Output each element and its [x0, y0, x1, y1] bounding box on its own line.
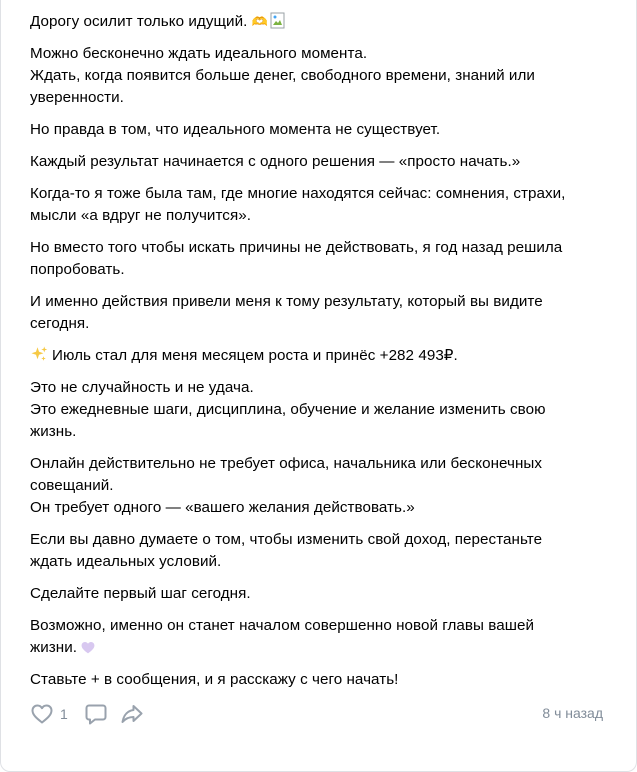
- post-text-line: [30, 377, 616, 399]
- post-text-line: [30, 259, 616, 281]
- post-text-content: ждать идеальных условий.: [30, 553, 222, 570]
- share-icon: [120, 702, 144, 726]
- post-paragraph: [30, 529, 616, 573]
- post-paragraph: [30, 151, 616, 173]
- post-text-line: [30, 237, 616, 259]
- sparkles-icon: [30, 345, 48, 363]
- post-text-line: [30, 313, 616, 335]
- post-text-line: [30, 345, 616, 367]
- post-text-line: [30, 637, 616, 659]
- comment-button[interactable]: [84, 702, 108, 726]
- post-paragraph: [30, 119, 616, 141]
- post-paragraph: [30, 183, 616, 227]
- post-text-line: [30, 421, 616, 443]
- like-button[interactable]: [30, 702, 72, 726]
- post-text-line: [30, 453, 616, 475]
- post-text-content: Это не случайность и не удача.: [30, 379, 254, 396]
- post-text-content: мысли «а вдруг не получится».: [30, 207, 251, 224]
- like-count: 1: [60, 706, 68, 722]
- post-text-line: [30, 87, 616, 109]
- post-paragraph: [30, 583, 616, 605]
- post-text-line: [30, 65, 616, 87]
- post-text: [30, 11, 616, 691]
- post-text-line: [30, 551, 616, 573]
- post-text-line: [30, 43, 616, 65]
- post-text-content: Можно бесконечно ждать идеального момента.: [30, 45, 368, 62]
- post-text-content: Он требует одного — «вашего желания действовать.»: [30, 499, 415, 516]
- post-text-line: [30, 183, 616, 205]
- post-text-line: [30, 475, 616, 497]
- post-text-content: сегодня.: [30, 315, 90, 332]
- post-text-content: И именно действия привели меня к тому результату, который вы видите: [30, 293, 543, 310]
- post-text-content: жизнь.: [30, 423, 77, 440]
- post-text-content: Ставьте + в сообщения, и я расскажу с чего начать!: [30, 671, 399, 688]
- post-text-line: [30, 119, 616, 141]
- post-text-content: Июль стал для меня месяцем роста и принёс +282 493₽.: [52, 347, 458, 364]
- post-text-content: Это ежедневные шаги, дисциплина, обучение и желание изменить свою: [30, 401, 546, 418]
- post-text-content: Дорогу осилит только идущий.: [30, 13, 248, 30]
- lavender-heart-icon: [81, 641, 95, 654]
- post-text-content: Но правда в том, что идеального момента не существует.: [30, 121, 441, 138]
- post-text-content: жизни.: [30, 639, 77, 656]
- post-text-content: попробовать.: [30, 261, 125, 278]
- post-text-content: совещаний.: [30, 477, 114, 494]
- post-paragraph: [30, 453, 616, 519]
- post-text-content: уверенности.: [30, 89, 124, 106]
- post-paragraph: [30, 377, 616, 443]
- comment-icon: [84, 702, 108, 726]
- post-paragraph: [30, 615, 616, 659]
- post-text-content: Но вместо того чтобы искать причины не действовать, я год назад решила: [30, 239, 563, 256]
- post-paragraph: [30, 345, 616, 367]
- post-paragraph: [30, 11, 616, 33]
- post-text-line: [30, 291, 616, 313]
- post-actions: [30, 702, 156, 726]
- share-button[interactable]: [120, 702, 144, 726]
- post-text-content: Возможно, именно он станет началом совершенно новой главы вашей: [30, 617, 534, 634]
- post-text-line: [30, 11, 616, 33]
- post-paragraph: [30, 291, 616, 335]
- post-text-content: Каждый результат начинается с одного решения — «просто начать.»: [30, 153, 521, 170]
- post-paragraph: [30, 237, 616, 281]
- post-text-line: [30, 399, 616, 421]
- post-text-line: [30, 583, 616, 605]
- post-text-line: [30, 669, 616, 691]
- post-paragraph: [30, 669, 616, 691]
- post-time: 8 ч назад: [542, 705, 603, 721]
- post-text-line: [30, 205, 616, 227]
- post-text-content: Если вы давно думаете о том, чтобы изменить свой доход, перестаньте: [30, 531, 543, 548]
- heart-outline-icon: [30, 702, 54, 726]
- post-text-line: [30, 529, 616, 551]
- post-paragraph: [30, 43, 616, 109]
- post-text-content: Ждать, когда появится больше денег, свободного времени, знаний или: [30, 67, 535, 84]
- post-text-content: Онлайн действительно не требует офиса, начальника или бесконечных: [30, 455, 543, 472]
- post-text-content: Когда-то я тоже была там, где многие находятся сейчас: сомнения, страхи,: [30, 185, 566, 202]
- post-text-line: [30, 151, 616, 173]
- post-text-line: [30, 615, 616, 637]
- broken-image-icon: [270, 12, 286, 29]
- post-text-content: Сделайте первый шаг сегодня.: [30, 585, 251, 602]
- heart-hands-emoji: 🫶: [251, 14, 268, 29]
- post-text-line: [30, 497, 616, 519]
